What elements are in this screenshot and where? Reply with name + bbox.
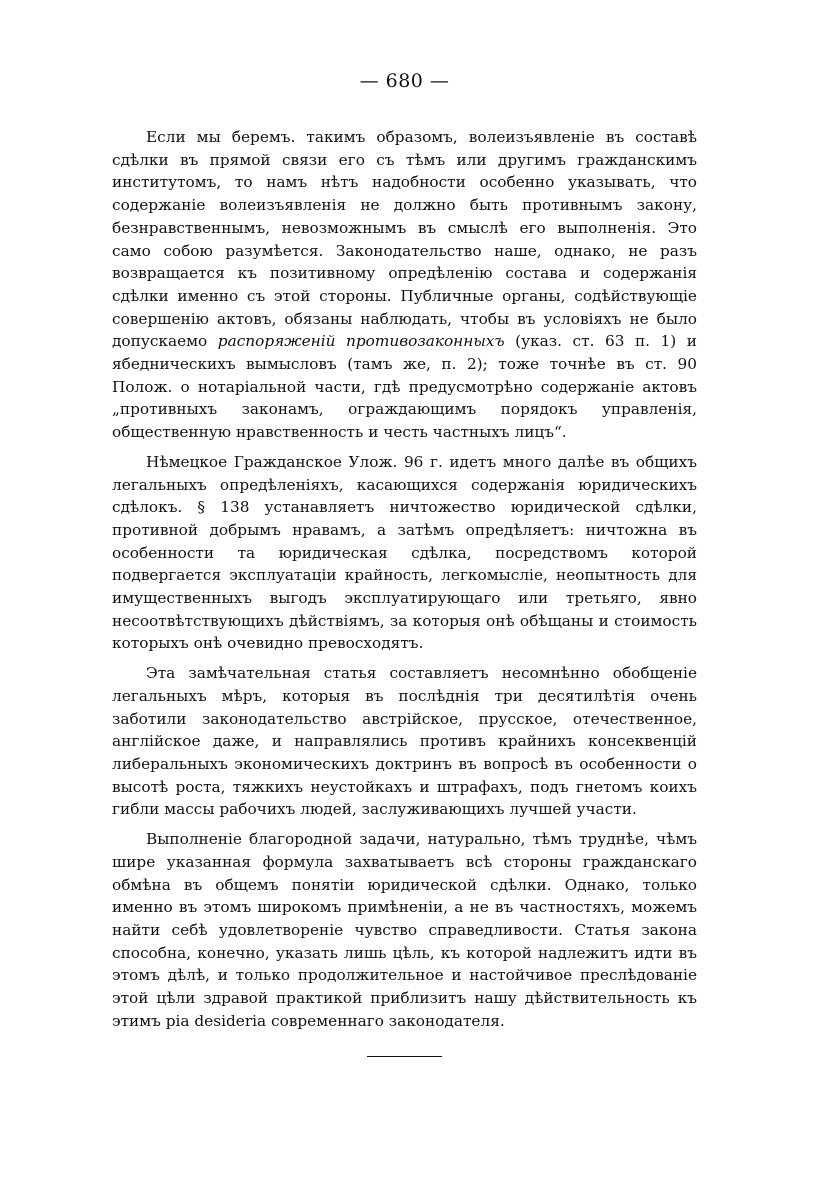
paragraph-1: [112, 126, 697, 444]
paragraph-text: Нѣмецкое Гражданское Улож. 96 г. идетъ много далѣе въ общихъ легальныхъ опредѣленіяхъ, касающихся содержанія юридическихъ сдѣлокъ. § 138 устанавляетъ ничтожество юридической сдѣлки, противной добрымъ нравамъ, а затѣмъ опредѣляетъ: ничтожна въ особенности та юридическая сдѣлка, посредствомъ которой подвергается эксплуатаціи крайность, легкомысліе, неопытность для имущественныхъ выгодъ эксплуатирующаго или третьяго, явно несоотвѣтствующихъ дѣйствіямъ, за которыя онѣ обѣщаны и стоимость которыхъ онѣ очевидно превосходятъ.: [112, 452, 697, 653]
italic-phrase: распоряженій противозаконныхъ: [217, 332, 505, 351]
closing-rule: [367, 1056, 442, 1057]
paragraph-3: [112, 662, 697, 821]
paragraph-text: Выполненіе благородной задачи, натурально, тѣмъ труднѣе, чѣмъ шире указанная формула захватываетъ всѣ стороны гражданскаго обмѣна въ общемъ понятіи юридической сдѣлки. Однако, только именно въ этомъ широкомъ примѣненіи, а не въ частностяхъ, можемъ найти себѣ удовлетвореніе чувство справедливости. Статья закона способна, конечно, указать лишь цѣль, къ которой надлежитъ идти въ этомъ дѣлѣ, и только продолжительное и настойчивое преслѣдованіе этой цѣли здравой практикой приблизитъ нашу дѣйствительность къ этимъ pia desideria современнаго законодателя.: [112, 830, 697, 1030]
page-number: — 680 —: [359, 70, 450, 92]
document-page: [112, 70, 697, 1057]
paragraph-text: Если мы беремъ. такимъ образомъ, волеизъявленіе въ составѣ сдѣлки въ прямой связи его съ тѣмъ или другимъ гражданскимъ институтомъ, то намъ нѣтъ надобности особенно указывать, что содержаніе волеизъявленія не должно быть противнымъ закону, безнравственнымъ, невозможнымъ въ смыслѣ его выполненія. Это само собою разумѣется. Законодательство наше, однако, не разъ возвращается къ позитивному опредѣленію состава и содержанія сдѣлки именно съ этой стороны. Публичные органы, содѣйствующіе совершенію актовъ, обязаны наблюдать, чтобы въ условіяхъ не было допускаемо: [112, 128, 697, 351]
paragraph-text: (указ. ст. 63 п. 1) и ябедническихъ вымысловъ (тамъ же, п. 2); тоже точнѣе въ ст. 90 Полож. о нотаріальной части, гдѣ предусмотрѣно содержаніе актовъ „противныхъ законамъ, ограждающимъ порядокъ управленія, общественную нравственность и честь частныхъ лицъ“.: [112, 332, 697, 442]
paragraph-4: [112, 828, 697, 1032]
paragraph-2: [112, 451, 697, 655]
paragraph-text: Эта замѣчательная статья составляетъ несомнѣнно обобщеніе легальныхъ мѣръ, которыя въ послѣднія три десятилѣтія очень заботили законодательство австрійское, прусское, отечественное, англійское даже, и направлялись противъ крайнихъ консеквенцій либеральныхъ экономическихъ доктринъ въ вопросѣ въ особенности о высотѣ роста, тяжкихъ неустойкахъ и штрафахъ, подъ гнетомъ коихъ гибли массы рабочихъ людей, заслуживающихъ лучшей участи.: [112, 664, 697, 819]
